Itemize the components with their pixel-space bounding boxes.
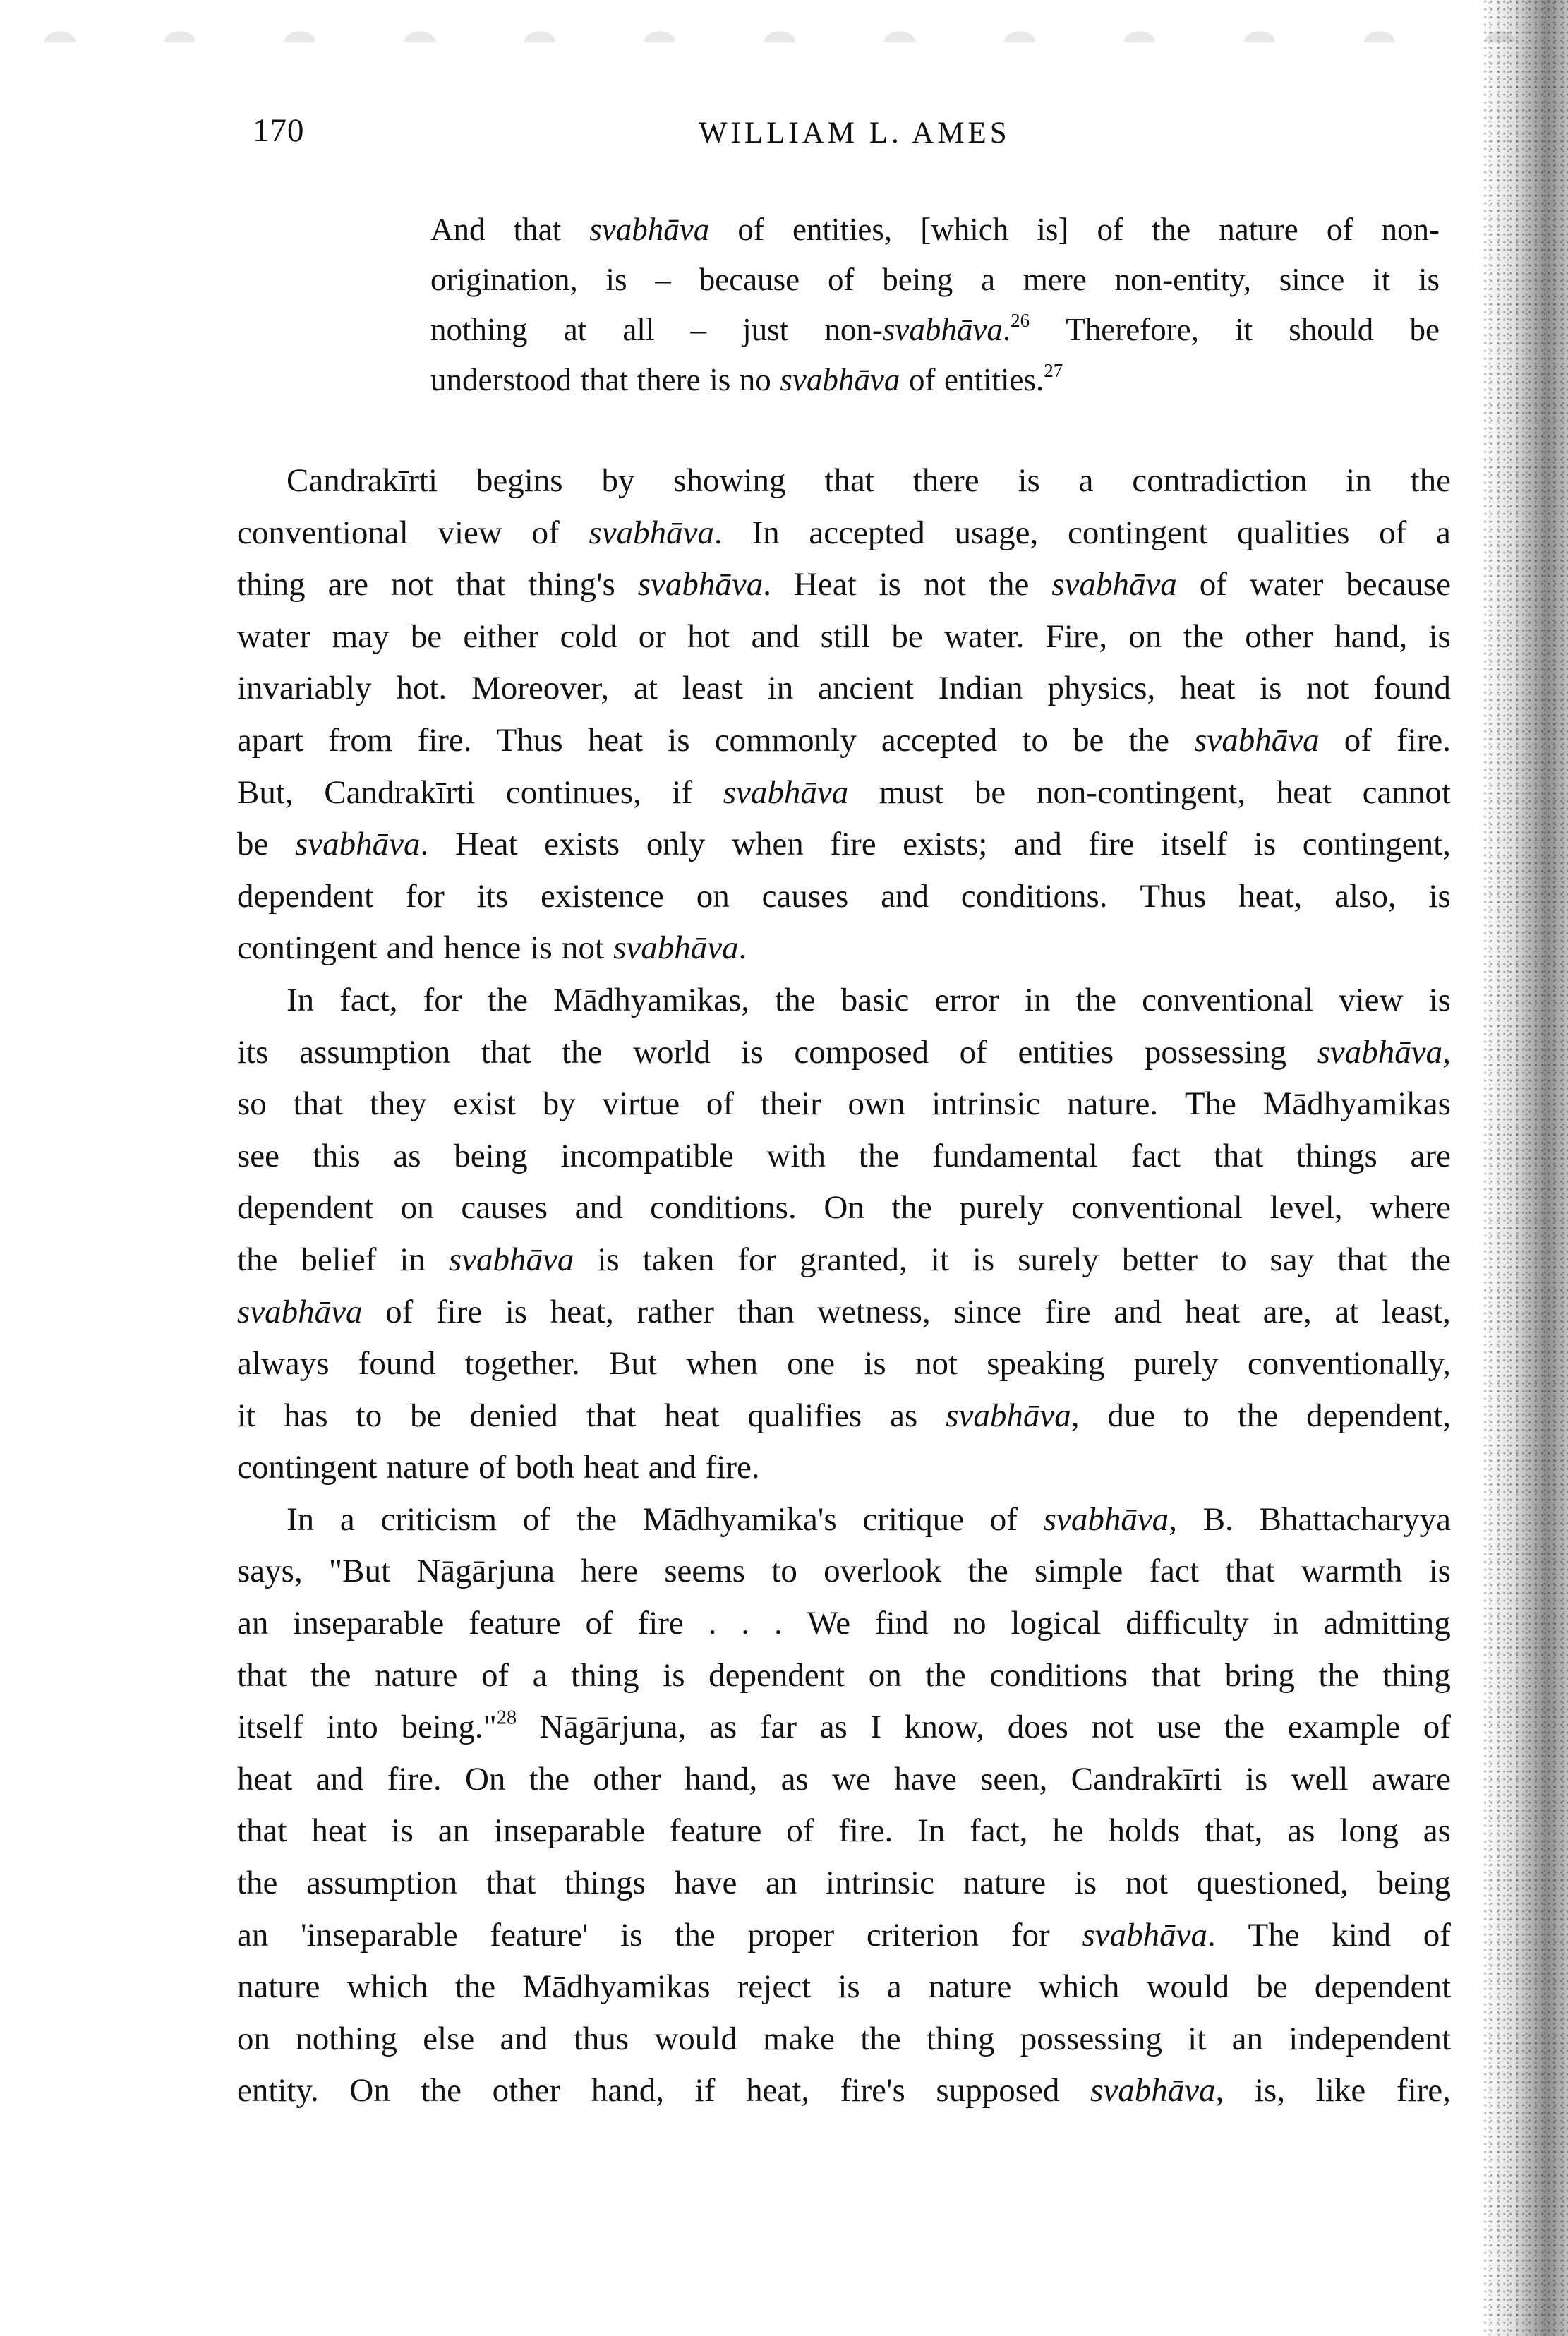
text-line: be svabhāva. Heat exists only when fire exists; and fire itself is contingent, [237, 826, 1451, 863]
text-line: on nothing else and thus would make the thing possessing it an independent [237, 2020, 1451, 2057]
page-number: 170 [253, 112, 305, 149]
text-line: invariably hot. Moreover, at least in ancient Indian physics, heat is not found [237, 670, 1451, 707]
text-line: contingent nature of both heat and fire. [237, 1449, 760, 1486]
text-line: an 'inseparable feature' is the proper criterion for svabhāva. The kind of [237, 1916, 1451, 1953]
text-line: entity. On the other hand, if heat, fire's supposed svabhāva, is, like fire, [237, 2072, 1451, 2109]
page-header [0, 112, 1454, 161]
text-line: dependent for its existence on causes and conditions. Thus heat, also, is [237, 877, 1451, 915]
text-line: it has to be denied that heat qualifies as svabhāva, due to the dependent, [237, 1397, 1451, 1434]
text-line: And that svabhāva of entities, [which is] of the nature of non- [430, 212, 1440, 247]
paragraph [237, 975, 1451, 1494]
text-line: contingent and hence is not svabhāva. [237, 929, 747, 967]
text-line: conventional view of svabhāva. In accepted usage, contingent qualities of a [237, 514, 1451, 551]
block-quote [430, 205, 1440, 405]
text-line: understood that there is no svabhāva of entities.$^{27}$ [430, 360, 1063, 397]
text-line: says, "But Nāgārjuna here seems to overlook the simple fact that warmth is [237, 1553, 1451, 1590]
text-line: the belief in svabhāva is taken for granted, it is surely better to say that the [237, 1241, 1451, 1278]
text-line: dependent on causes and conditions. On the purely conventional level, where [237, 1189, 1451, 1227]
text-line: In fact, for the Mādhyamikas, the basic error in the conventional view is [287, 981, 1451, 1018]
text-line: heat and fire. On the other hand, as we have seen, Candrakīrti is well aware [237, 1760, 1451, 1798]
text-line: nothing at all – just non-svabhāva.$^{26}$ Therefore, it should be [430, 310, 1440, 347]
page-top-edge-shadow [0, 0, 1568, 42]
text-line: so that they exist by virtue of their own intrinsic nature. The Mādhyamikas [237, 1085, 1451, 1123]
text-line: that heat is an inseparable feature of fire. In fact, he holds that, as long as [237, 1812, 1451, 1850]
text-line: the assumption that things have an intrinsic nature is not questioned, being [237, 1865, 1451, 1902]
text-line: thing are not that thing's svabhāva. Heat is not the svabhāva of water because [237, 566, 1451, 603]
text-line: But, Candrakīrti continues, if svabhāva must be non-contingent, heat cannot [237, 773, 1451, 811]
text-line: itself into being."$^{28}$ Nāgārjuna, as far as I know, does not use the example of [237, 1706, 1451, 1746]
binding-edge-shadow [1483, 0, 1568, 2336]
body-text [237, 455, 1451, 2117]
text-line: apart from fire. Thus heat is commonly accepted to be the svabhāva of fire. [237, 721, 1451, 759]
running-head: WILLIAM L. AMES [699, 116, 1011, 150]
paragraph [237, 455, 1451, 975]
text-line: an inseparable feature of fire . . . We find no logical difficulty in admitting [237, 1605, 1451, 1642]
text-line: svabhāva of fire is heat, rather than wetness, since fire and heat are, at least, [237, 1293, 1451, 1330]
text-line: see this as being incompatible with the fundamental fact that things are [237, 1137, 1451, 1174]
text-line: Candrakīrti begins by showing that there is a contradiction in the [287, 462, 1451, 499]
paragraph [237, 1494, 1451, 2117]
text-line: water may be either cold or hot and still be water. Fire, on the other hand, is [237, 618, 1451, 655]
text-line: In a criticism of the Mādhyamika's critique of svabhāva, B. Bhattacharyya [287, 1500, 1451, 1538]
text-line: always found together. But when one is not speaking purely conventionally, [237, 1345, 1451, 1383]
text-line: origination, is – because of being a mere non-entity, since it is [430, 262, 1440, 297]
text-line: its assumption that the world is composed of entities possessing svabhāva, [237, 1033, 1451, 1071]
text-line: that the nature of a thing is dependent on the conditions that bring the thing [237, 1656, 1451, 1694]
text-line: nature which the Mādhyamikas reject is a nature which would be dependent [237, 1968, 1451, 2006]
